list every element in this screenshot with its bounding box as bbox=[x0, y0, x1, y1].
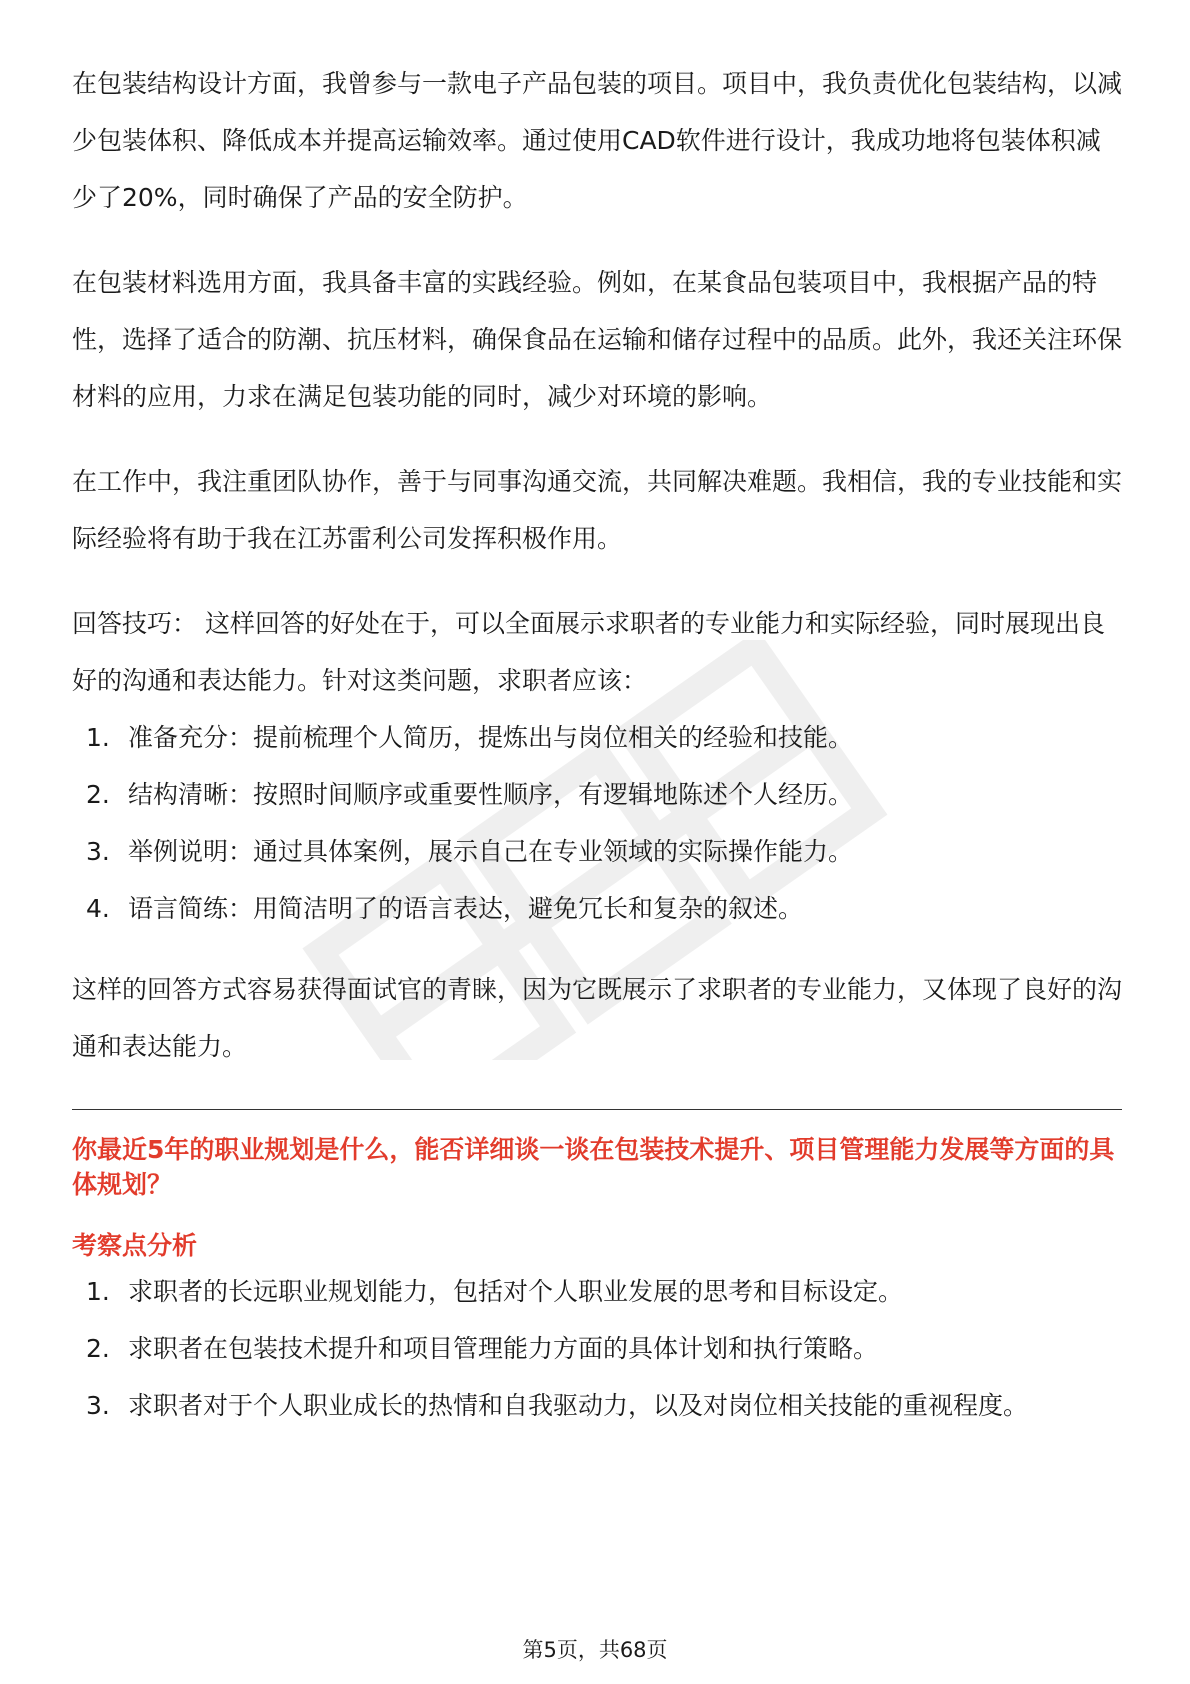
list-item-number: 4. bbox=[86, 894, 110, 923]
main-content bbox=[72, 55, 1122, 1434]
list-item-text: 求职者在包装技术提升和项目管理能力方面的具体计划和执行策略。 bbox=[128, 1334, 879, 1363]
list-item-number: 3. bbox=[86, 1391, 110, 1420]
section-divider bbox=[72, 1109, 1122, 1110]
list-item-number: 3. bbox=[86, 837, 110, 866]
paragraph-structure-design: 在包装结构设计方面，我曾参与一款电子产品包装的项目。项目中，我负责优化包装结构，以减少包装体积、降低成本并提高运输效率。通过使用CAD软件进行设计，我成功地将包装体积减少了20%，同时确保了产品的安全防护。 bbox=[72, 69, 1123, 212]
list-item-text: 举例说明：通过具体案例，展示自己在专业领域的实际操作能力。 bbox=[128, 837, 854, 866]
list-item-number: 2. bbox=[86, 1334, 110, 1363]
paragraph-material-selection: 在包装材料选用方面，我具备丰富的实践经验。例如，在某食品包装项目中，我根据产品的特性，选择了适合的防潮、抗压材料，确保食品在运输和储存过程中的品质。此外，我还关注环保材料的应用，力求在满足包装功能的同时，减少对环境的影响。 bbox=[72, 268, 1123, 411]
list-item-text: 语言简练：用简洁明了的语言表达，避免冗长和复杂的叙述。 bbox=[128, 894, 804, 923]
list-item-text: 求职者的长远职业规划能力，包括对个人职业发展的思考和目标设定。 bbox=[128, 1277, 904, 1306]
list-item bbox=[72, 1263, 1122, 1320]
paragraph-answer-tips: 回答技巧： 这样回答的好处在于，可以全面展示求职者的专业能力和实际经验，同时展现出良好的沟通和表达能力。针对这类问题，求职者应该： bbox=[72, 609, 1105, 695]
list-item-text: 结构清晰：按照时间顺序或重要性顺序，有逻辑地陈述个人经历。 bbox=[128, 780, 854, 809]
list-item-text: 准备充分：提前梳理个人简历，提炼出与岗位相关的经验和技能。 bbox=[128, 723, 854, 752]
list-item-number: 2. bbox=[86, 780, 110, 809]
list-item bbox=[72, 766, 1122, 823]
question-heading: 你最近5年的职业规划是什么，能否详细谈一谈在包装技术提升、项目管理能力发展等方面的具体规划？ bbox=[72, 1135, 1115, 1199]
list-item-number: 1. bbox=[86, 1277, 110, 1306]
list-item bbox=[72, 880, 1122, 937]
analysis-heading: 考察点分析 bbox=[72, 1231, 198, 1260]
list-item bbox=[72, 823, 1122, 880]
analysis-list bbox=[72, 1263, 1122, 1434]
list-item-text: 求职者对于个人职业成长的热情和自我驱动力，以及对岗位相关技能的重视程度。 bbox=[128, 1391, 1029, 1420]
list-item bbox=[72, 1320, 1122, 1377]
paragraph-teamwork: 在工作中，我注重团队协作，善于与同事沟通交流，共同解决难题。我相信，我的专业技能和实际经验将有助于我在江苏雷利公司发挥积极作用。 bbox=[72, 467, 1123, 553]
list-item bbox=[72, 709, 1122, 766]
list-item bbox=[72, 1377, 1122, 1434]
list-item-number: 1. bbox=[86, 723, 110, 752]
paragraph-closing: 这样的回答方式容易获得面试官的青睐，因为它既展示了求职者的专业能力，又体现了良好的沟通和表达能力。 bbox=[72, 975, 1123, 1061]
tips-list bbox=[72, 709, 1122, 937]
page-number-footer: 第5页，共68页 bbox=[522, 1638, 668, 1662]
